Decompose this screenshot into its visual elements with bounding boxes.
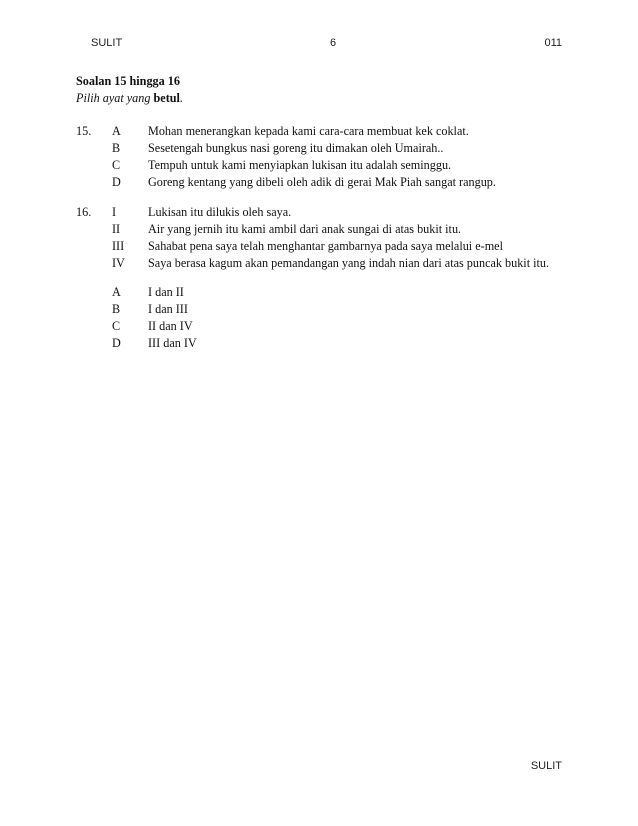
option-label: D: [112, 336, 121, 350]
option-text: I dan II: [148, 285, 184, 299]
option-label: A: [112, 285, 121, 299]
q16-statement-3: [76, 238, 576, 255]
option-label: A: [112, 124, 121, 138]
q16-statement-4: [76, 255, 576, 272]
statement-label: III: [112, 239, 125, 253]
option-label: B: [112, 141, 121, 155]
section-title: Soalan 15 hingga 16: [76, 74, 180, 88]
option-text: III dan IV: [148, 336, 197, 350]
question-16: [76, 204, 576, 352]
q16-option-a: [76, 284, 576, 301]
statement-label: IV: [112, 256, 125, 270]
instruction: [76, 90, 576, 107]
statement-text: Sahabat pena saya telah menghantar gambarnya pada saya melalui e-mel: [148, 239, 503, 253]
instruction-text: Pilih ayat yang: [76, 91, 151, 105]
option-text: I dan III: [148, 302, 188, 316]
q15-option-c: [76, 157, 576, 174]
q16-statement-2: [76, 221, 576, 238]
q15-option-b: [76, 140, 576, 157]
q15-option-a: [76, 123, 576, 140]
instruction-end: .: [179, 91, 183, 105]
page-content: [76, 73, 576, 365]
question-15: [76, 123, 576, 191]
page-number: 6: [329, 37, 337, 49]
q16-option-b: [76, 301, 576, 318]
option-text: Goreng kentang yang dibeli oleh adik di gerai Mak Piah sangat rangup.: [148, 175, 496, 189]
option-label: C: [112, 158, 121, 172]
option-label: C: [112, 319, 121, 333]
q16-option-c: [76, 318, 576, 335]
paper-code: 011: [544, 37, 562, 49]
instruction-emphasis: betul: [153, 91, 180, 105]
q16-statement-1: [76, 204, 576, 221]
question-number: 15.: [76, 124, 92, 138]
statement-text: Lukisan itu dilukis oleh saya.: [148, 205, 292, 219]
footer-label: SULIT: [530, 760, 562, 772]
option-text: II dan IV: [148, 319, 193, 333]
q16-option-d: [76, 335, 576, 352]
option-text: Tempuh untuk kami menyiapkan lukisan itu adalah seminggu.: [148, 158, 452, 172]
statement-label: I: [112, 205, 117, 219]
statement-label: II: [112, 222, 121, 236]
header-left-label: SULIT: [91, 37, 123, 49]
option-text: Sesetengah bungkus nasi goreng itu dimakan oleh Umairah..: [148, 141, 444, 155]
option-text: Mohan menerangkan kepada kami cara-cara membuat kek coklat.: [148, 124, 469, 138]
option-label: D: [112, 175, 121, 189]
statement-text: Air yang jernih itu kami ambil dari anak sungai di atas bukit itu.: [148, 222, 462, 236]
statement-text: Saya berasa kagum akan pemandangan yang indah nian dari atas puncak bukit itu.: [148, 256, 550, 270]
option-label: B: [112, 302, 121, 316]
question-number: 16.: [76, 205, 92, 219]
q15-option-d: [76, 174, 576, 191]
